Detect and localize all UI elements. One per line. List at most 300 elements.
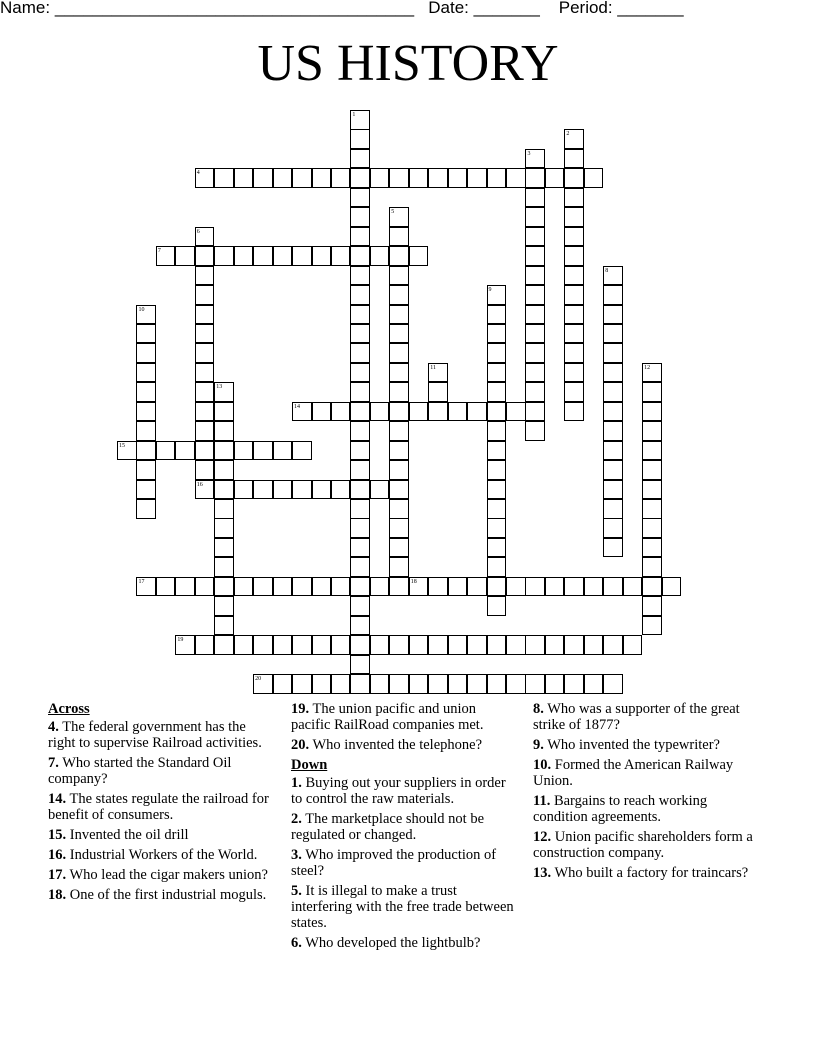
crossword-cell[interactable] — [428, 363, 448, 383]
crossword-cell[interactable] — [312, 480, 332, 500]
crossword-cell[interactable] — [487, 285, 507, 305]
crossword-cell[interactable] — [564, 324, 584, 344]
crossword-cell[interactable] — [584, 577, 604, 597]
period-blank[interactable]: _______ — [617, 0, 684, 17]
crossword-cell[interactable] — [525, 421, 545, 441]
crossword-cell[interactable] — [253, 674, 273, 694]
crossword-cell[interactable] — [389, 266, 409, 286]
crossword-cell[interactable] — [623, 635, 643, 655]
crossword-cell[interactable] — [350, 538, 370, 558]
crossword-cell[interactable] — [487, 499, 507, 519]
crossword-cell[interactable] — [292, 480, 312, 500]
down-clue — [533, 865, 753, 881]
crossword-cell[interactable] — [545, 168, 565, 188]
crossword-cell[interactable] — [623, 577, 643, 597]
crossword-cell[interactable] — [175, 635, 195, 655]
crossword-cell[interactable] — [389, 441, 409, 461]
crossword-cell[interactable] — [350, 324, 370, 344]
crossword-cell[interactable] — [487, 363, 507, 383]
crossword-cell[interactable] — [525, 305, 545, 325]
crossword-cell[interactable] — [467, 635, 487, 655]
crossword-cell[interactable] — [195, 266, 215, 286]
crossword-cell[interactable] — [564, 577, 584, 597]
crossword-cell[interactable] — [156, 577, 176, 597]
crossword-cell[interactable] — [506, 168, 526, 188]
clue-text: The union pacific and union pacific RailRoad companies met. — [291, 701, 484, 733]
crossword-cell[interactable] — [467, 168, 487, 188]
crossword-cell[interactable] — [195, 363, 215, 383]
crossword-cell[interactable] — [136, 324, 156, 344]
cell-number: 17 — [138, 578, 145, 585]
crossword-cell[interactable] — [564, 207, 584, 227]
crossword-cell[interactable] — [234, 168, 254, 188]
crossword-cell[interactable] — [448, 635, 468, 655]
crossword-cell[interactable] — [253, 246, 273, 266]
crossword-cell[interactable] — [564, 305, 584, 325]
crossword-cell[interactable] — [253, 635, 273, 655]
down-clue — [291, 775, 519, 807]
crossword-cell[interactable] — [603, 324, 623, 344]
crossword-cell[interactable] — [195, 577, 215, 597]
crossword-cell[interactable] — [312, 402, 332, 422]
crossword-cell[interactable] — [564, 635, 584, 655]
crossword-cell[interactable] — [273, 674, 293, 694]
crossword-cell[interactable] — [350, 168, 370, 188]
crossword-cell[interactable] — [389, 460, 409, 480]
crossword-cell[interactable] — [642, 616, 662, 636]
crossword-cell[interactable] — [312, 577, 332, 597]
crossword-cell[interactable] — [525, 168, 545, 188]
crossword-cell[interactable] — [350, 421, 370, 441]
crossword-cell[interactable] — [292, 402, 312, 422]
crossword-cell[interactable] — [195, 382, 215, 402]
crossword-cell[interactable] — [662, 577, 682, 597]
crossword-cell[interactable] — [136, 382, 156, 402]
crossword-cell[interactable] — [253, 480, 273, 500]
crossword-cell[interactable] — [409, 402, 429, 422]
crossword-cell[interactable] — [564, 402, 584, 422]
crossword-cell[interactable] — [350, 402, 370, 422]
down-clue — [291, 935, 519, 951]
crossword-cell[interactable] — [525, 188, 545, 208]
crossword-cell[interactable] — [525, 246, 545, 266]
crossword-cell[interactable] — [603, 285, 623, 305]
crossword-cell[interactable] — [603, 363, 623, 383]
crossword-cell[interactable] — [487, 557, 507, 577]
crossword-cell[interactable] — [409, 246, 429, 266]
crossword-cell[interactable] — [389, 168, 409, 188]
crossword-cell[interactable] — [584, 674, 604, 694]
crossword-cell[interactable] — [564, 285, 584, 305]
crossword-cell[interactable] — [603, 266, 623, 286]
crossword-cell[interactable] — [136, 343, 156, 363]
crossword-cell[interactable] — [370, 577, 390, 597]
crossword-cell[interactable] — [350, 266, 370, 286]
crossword-cell[interactable] — [350, 129, 370, 149]
crossword-cell[interactable] — [214, 499, 234, 519]
crossword-cell[interactable] — [214, 246, 234, 266]
crossword-cell[interactable] — [642, 499, 662, 519]
crossword-cell[interactable] — [506, 577, 526, 597]
crossword-cell[interactable] — [389, 324, 409, 344]
crossword-cell[interactable] — [350, 499, 370, 519]
crossword-cell[interactable] — [350, 343, 370, 363]
cell-number: 16 — [196, 481, 203, 488]
crossword-cell[interactable] — [331, 480, 351, 500]
crossword-cell[interactable] — [214, 616, 234, 636]
cell-number: 11 — [430, 364, 436, 371]
crossword-cell[interactable] — [331, 635, 351, 655]
crossword-cell[interactable] — [331, 402, 351, 422]
crossword-cell[interactable] — [487, 382, 507, 402]
crossword-cell[interactable] — [195, 480, 215, 500]
crossword-cell[interactable] — [525, 382, 545, 402]
crossword-cell[interactable] — [331, 168, 351, 188]
crossword-cell[interactable] — [136, 577, 156, 597]
crossword-cell[interactable] — [273, 168, 293, 188]
crossword-cell[interactable] — [525, 674, 545, 694]
crossword-cell[interactable] — [467, 577, 487, 597]
crossword-cell[interactable] — [487, 441, 507, 461]
crossword-cell[interactable] — [273, 577, 293, 597]
crossword-cell[interactable] — [428, 402, 448, 422]
crossword-cell[interactable] — [214, 538, 234, 558]
crossword-cell[interactable] — [312, 635, 332, 655]
crossword-cell[interactable] — [525, 343, 545, 363]
crossword-cell[interactable] — [253, 441, 273, 461]
crossword-cell[interactable] — [428, 577, 448, 597]
crossword-cell[interactable] — [156, 441, 176, 461]
crossword-cell[interactable] — [564, 227, 584, 247]
crossword-cell[interactable] — [350, 441, 370, 461]
crossword-cell[interactable] — [350, 110, 370, 130]
crossword-cell[interactable] — [136, 363, 156, 383]
clue-text: Who built a factory for traincars? — [554, 865, 749, 881]
cell-number: 8 — [605, 267, 609, 274]
crossword-cell[interactable] — [603, 343, 623, 363]
crossword-cell[interactable] — [603, 480, 623, 500]
crossword-cell[interactable] — [214, 168, 234, 188]
crossword-cell[interactable] — [487, 635, 507, 655]
crossword-cell[interactable] — [487, 421, 507, 441]
crossword-cell[interactable] — [642, 402, 662, 422]
crossword-cell[interactable] — [350, 596, 370, 616]
crossword-cell[interactable] — [350, 460, 370, 480]
crossword-cell[interactable] — [389, 246, 409, 266]
crossword-cell[interactable] — [389, 207, 409, 227]
crossword-cell[interactable] — [350, 577, 370, 597]
crossword-cell[interactable] — [525, 402, 545, 422]
crossword-cell[interactable] — [175, 441, 195, 461]
crossword-cell[interactable] — [292, 577, 312, 597]
crossword-cell[interactable] — [409, 674, 429, 694]
crossword-cell[interactable] — [350, 480, 370, 500]
crossword-cell[interactable] — [292, 635, 312, 655]
crossword-cell[interactable] — [273, 441, 293, 461]
crossword-cell[interactable] — [642, 441, 662, 461]
crossword-cell[interactable] — [448, 402, 468, 422]
crossword-cell[interactable] — [350, 674, 370, 694]
crossword-cell[interactable] — [350, 557, 370, 577]
crossword-cell[interactable] — [195, 246, 215, 266]
crossword-cell[interactable] — [389, 538, 409, 558]
crossword-cell[interactable] — [389, 382, 409, 402]
crossword-cell[interactable] — [370, 480, 390, 500]
crossword-cell[interactable] — [214, 577, 234, 597]
crossword-cell[interactable] — [350, 188, 370, 208]
crossword-cell[interactable] — [389, 635, 409, 655]
crossword-cell[interactable] — [389, 499, 409, 519]
crossword-cell[interactable] — [564, 246, 584, 266]
crossword-cell[interactable] — [370, 246, 390, 266]
crossword-cell[interactable] — [234, 441, 254, 461]
crossword-cell[interactable] — [409, 635, 429, 655]
crossword-cell[interactable] — [312, 246, 332, 266]
crossword-cell[interactable] — [603, 305, 623, 325]
crossword-cell[interactable] — [584, 635, 604, 655]
crossword-cell[interactable] — [428, 382, 448, 402]
crossword-cell[interactable] — [195, 402, 215, 422]
crossword-cell[interactable] — [195, 305, 215, 325]
crossword-cell[interactable] — [214, 480, 234, 500]
crossword-cell[interactable] — [214, 518, 234, 538]
crossword-cell[interactable] — [389, 343, 409, 363]
crossword-cell[interactable] — [603, 421, 623, 441]
crossword-cell[interactable] — [487, 460, 507, 480]
crossword-cell[interactable] — [487, 402, 507, 422]
crossword-cell[interactable] — [389, 577, 409, 597]
crossword-cell[interactable] — [312, 168, 332, 188]
crossword-cell[interactable] — [195, 168, 215, 188]
crossword-cell[interactable] — [409, 577, 429, 597]
crossword-cell[interactable] — [525, 266, 545, 286]
crossword-cell[interactable] — [234, 577, 254, 597]
crossword-cell[interactable] — [448, 577, 468, 597]
crossword-cell[interactable] — [642, 538, 662, 558]
crossword-cell[interactable] — [525, 285, 545, 305]
crossword-cell[interactable] — [195, 227, 215, 247]
crossword-cell[interactable] — [234, 480, 254, 500]
crossword-cell[interactable] — [564, 168, 584, 188]
crossword-cell[interactable] — [292, 674, 312, 694]
crossword-cell[interactable] — [487, 596, 507, 616]
crossword-cell[interactable] — [603, 538, 623, 558]
name-blank[interactable]: ______________________________________ — [54, 0, 415, 17]
crossword-cell[interactable] — [642, 596, 662, 616]
crossword-cell[interactable] — [525, 324, 545, 344]
crossword-cell[interactable] — [136, 402, 156, 422]
crossword-cell[interactable] — [214, 421, 234, 441]
crossword-cell[interactable] — [273, 480, 293, 500]
crossword-cell[interactable] — [467, 402, 487, 422]
crossword-cell[interactable] — [389, 227, 409, 247]
clue-text: Who invented the telephone? — [312, 737, 483, 753]
crossword-cell[interactable] — [506, 674, 526, 694]
crossword-cell[interactable] — [642, 363, 662, 383]
crossword-cell[interactable] — [525, 149, 545, 169]
crossword-cell[interactable] — [292, 246, 312, 266]
crossword-cell[interactable] — [642, 577, 662, 597]
crossword-cell[interactable] — [487, 538, 507, 558]
clue-number: 7. — [48, 755, 59, 771]
crossword-cell[interactable] — [136, 421, 156, 441]
crossword-cell[interactable] — [195, 460, 215, 480]
crossword-cell[interactable] — [389, 305, 409, 325]
crossword-cell[interactable] — [389, 285, 409, 305]
crossword-cell[interactable] — [642, 460, 662, 480]
crossword-cell[interactable] — [642, 557, 662, 577]
crossword-cell[interactable] — [603, 460, 623, 480]
crossword-cell[interactable] — [487, 343, 507, 363]
crossword-cell[interactable] — [234, 635, 254, 655]
crossword-cell[interactable] — [370, 635, 390, 655]
crossword-cell[interactable] — [273, 635, 293, 655]
crossword-cell[interactable] — [214, 460, 234, 480]
crossword-cell[interactable] — [175, 246, 195, 266]
crossword-cell[interactable] — [642, 480, 662, 500]
crossword-cell[interactable] — [195, 635, 215, 655]
crossword-cell[interactable] — [564, 149, 584, 169]
crossword-cell[interactable] — [331, 577, 351, 597]
crossword-cell[interactable] — [350, 518, 370, 538]
crossword-cell[interactable] — [642, 421, 662, 441]
crossword-cell[interactable] — [525, 635, 545, 655]
crossword-cell[interactable] — [136, 499, 156, 519]
crossword-cell[interactable] — [350, 246, 370, 266]
crossword-cell[interactable] — [370, 402, 390, 422]
crossword-cell[interactable] — [428, 674, 448, 694]
crossword-cell[interactable] — [467, 674, 487, 694]
crossword-cell[interactable] — [136, 305, 156, 325]
clues-column-2 — [291, 701, 519, 955]
crossword-cell[interactable] — [487, 305, 507, 325]
crossword-cell[interactable] — [545, 674, 565, 694]
crossword-cell[interactable] — [603, 635, 623, 655]
crossword-cell[interactable] — [545, 577, 565, 597]
crossword-cell[interactable] — [564, 266, 584, 286]
crossword-cell[interactable] — [331, 674, 351, 694]
crossword-cell[interactable] — [409, 168, 429, 188]
crossword-cell[interactable] — [195, 441, 215, 461]
crossword-cell[interactable] — [350, 285, 370, 305]
crossword-cell[interactable] — [584, 168, 604, 188]
crossword-cell[interactable] — [642, 382, 662, 402]
crossword-cell[interactable] — [564, 129, 584, 149]
clue-number: 1. — [291, 775, 302, 791]
crossword-cell[interactable] — [487, 324, 507, 344]
crossword-cell[interactable] — [195, 324, 215, 344]
crossword-cell[interactable] — [331, 246, 351, 266]
crossword-cell[interactable] — [350, 616, 370, 636]
crossword-cell[interactable] — [214, 557, 234, 577]
crossword-cell[interactable] — [603, 518, 623, 538]
crossword-cell[interactable] — [370, 674, 390, 694]
crossword-cell[interactable] — [603, 674, 623, 694]
crossword-cell[interactable] — [389, 557, 409, 577]
crossword-cell[interactable] — [487, 674, 507, 694]
crossword-cell[interactable] — [603, 402, 623, 422]
crossword-cell[interactable] — [564, 343, 584, 363]
crossword-cell[interactable] — [350, 149, 370, 169]
crossword-cell[interactable] — [350, 382, 370, 402]
crossword-cell[interactable] — [564, 188, 584, 208]
crossword-cell[interactable] — [214, 441, 234, 461]
crossword-cell[interactable] — [389, 518, 409, 538]
crossword-cell[interactable] — [136, 480, 156, 500]
crossword-cell[interactable] — [117, 441, 137, 461]
clue-text: The marketplace should not be regulated or changed. — [291, 811, 485, 843]
crossword-cell[interactable] — [136, 441, 156, 461]
crossword-cell[interactable] — [350, 635, 370, 655]
crossword-cell[interactable] — [292, 441, 312, 461]
crossword-cell[interactable] — [350, 305, 370, 325]
crossword-cell[interactable] — [195, 343, 215, 363]
crossword-cell[interactable] — [428, 168, 448, 188]
crossword-cell[interactable] — [487, 168, 507, 188]
crossword-cell[interactable] — [350, 227, 370, 247]
crossword-cell[interactable] — [389, 480, 409, 500]
crossword-cell[interactable] — [253, 577, 273, 597]
crossword-cell[interactable] — [389, 421, 409, 441]
crossword-cell[interactable] — [448, 168, 468, 188]
crossword-cell[interactable] — [195, 285, 215, 305]
crossword-cell[interactable] — [350, 363, 370, 383]
crossword-cell[interactable] — [350, 207, 370, 227]
crossword-cell[interactable] — [525, 577, 545, 597]
date-blank[interactable]: _______ — [473, 0, 540, 17]
crossword-cell[interactable] — [350, 655, 370, 675]
crossword-cell[interactable] — [525, 227, 545, 247]
crossword-cell[interactable] — [545, 635, 565, 655]
crossword-cell[interactable] — [292, 168, 312, 188]
crossword-cell[interactable] — [525, 363, 545, 383]
crossword-cell[interactable] — [564, 363, 584, 383]
crossword-cell[interactable] — [603, 499, 623, 519]
crossword-cell[interactable] — [506, 402, 526, 422]
crossword-cell[interactable] — [370, 168, 390, 188]
crossword-cell[interactable] — [389, 363, 409, 383]
crossword-cell[interactable] — [564, 674, 584, 694]
crossword-cell[interactable] — [428, 635, 448, 655]
crossword-cell[interactable] — [389, 402, 409, 422]
crossword-cell[interactable] — [487, 577, 507, 597]
crossword-cell[interactable] — [136, 460, 156, 480]
crossword-cell[interactable] — [214, 635, 234, 655]
crossword-cell[interactable] — [603, 382, 623, 402]
crossword-cell[interactable] — [506, 635, 526, 655]
crossword-cell[interactable] — [525, 207, 545, 227]
crossword-cell[interactable] — [214, 402, 234, 422]
crossword-cell[interactable] — [214, 596, 234, 616]
crossword-cell[interactable] — [234, 246, 254, 266]
crossword-cell[interactable] — [175, 577, 195, 597]
crossword-cell[interactable] — [642, 518, 662, 538]
crossword-cell[interactable] — [312, 674, 332, 694]
crossword-cell[interactable] — [273, 246, 293, 266]
crossword-cell[interactable] — [156, 246, 176, 266]
crossword-cell[interactable] — [487, 480, 507, 500]
cell-number: 7 — [157, 248, 161, 255]
crossword-cell[interactable] — [603, 577, 623, 597]
crossword-cell[interactable] — [253, 168, 273, 188]
crossword-cell[interactable] — [448, 674, 468, 694]
crossword-cell[interactable] — [603, 441, 623, 461]
crossword-cell[interactable] — [214, 382, 234, 402]
crossword-cell[interactable] — [564, 382, 584, 402]
crossword-cell[interactable] — [389, 674, 409, 694]
crossword-cell[interactable] — [487, 518, 507, 538]
crossword-cell[interactable] — [195, 421, 215, 441]
